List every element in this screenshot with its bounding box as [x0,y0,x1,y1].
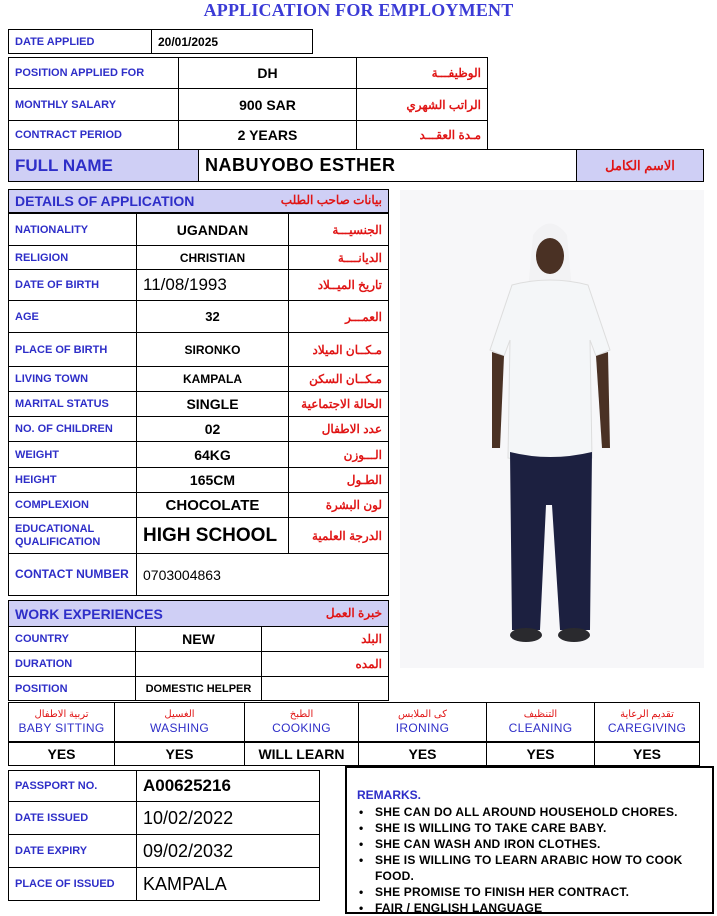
living-town-value: KAMPALA [137,367,289,392]
living-town-ar: مـكــان السكن [289,367,389,392]
dob-ar: تاريخ الميــلاد [289,270,389,301]
skill-babysitting-value: YES [9,743,115,766]
date-expiry-value: 09/02/2032 [137,835,320,868]
birth-place-label: PLACE OF BIRTH [9,333,137,367]
children-label: NO. OF CHILDREN [9,417,137,442]
contact-value: 0703004863 [137,554,389,596]
contract-label: CONTRACT PERIOD [9,121,179,150]
skill-babysitting [9,703,115,742]
skill-ironing-en: IRONING [395,721,450,735]
skills-table [8,702,700,742]
skill-caregiving-value: YES [595,743,700,766]
place-issued-value: KAMPALA [137,868,320,901]
full-name-label: FULL NAME [9,150,199,182]
date-expiry-label: DATE EXPIRY [9,835,137,868]
date-applied-table [8,29,313,54]
dob-label: DATE OF BIRTH [9,270,137,301]
skills-values-table [8,742,700,766]
nationality-value: UGANDAN [137,214,289,246]
marital-ar: الحالة الاجتماعية [289,392,389,417]
children-ar: عدد الاطفال [289,417,389,442]
skill-washing-ar: الغسيل [164,709,195,720]
date-issued-label: DATE ISSUED [9,802,137,835]
skill-ironing-ar: كى الملابس [398,709,447,720]
skill-cleaning-en: CLEANING [508,721,573,735]
contract-value: 2 YEARS [179,121,357,150]
skill-babysitting-ar: تربية الاطفال [34,709,89,720]
weight-value: 64KG [137,442,289,468]
skill-cooking-en: COOKING [272,721,331,735]
duration-ar: المده [262,652,389,677]
date-issued-value: 10/02/2022 [137,802,320,835]
details-header-label [9,190,389,213]
work-header-ar: خبرة العمل [325,605,382,620]
remark-item: • SHE PROMISE TO FINISH HER CONTRACT. [357,884,702,900]
skill-washing [115,703,245,742]
skill-ironing-value: YES [359,743,487,766]
duration-label: DURATION [9,652,136,677]
passport-no-label: PASSPORT NO. [9,771,137,802]
date-applied-value: 20/01/2025 [152,30,313,54]
applicant-photo [400,190,704,668]
skill-caregiving-en: CAREGIVING [607,721,687,735]
details-table [8,213,389,596]
skill-ironing [359,703,487,742]
skill-cooking [245,703,359,742]
work-position-value: DOMESTIC HELPER [135,677,262,701]
skill-cleaning-value: YES [487,743,595,766]
remarks-box [345,766,714,914]
work-header [9,601,389,627]
height-ar: الطـول [289,468,389,493]
contact-label: CONTACT NUMBER [9,554,137,596]
skill-cooking-ar: الطبخ [289,709,314,720]
marital-label: MARITAL STATUS [9,392,137,417]
position-ar: الوظيفـــة [357,58,488,89]
country-ar: البلد [262,627,389,652]
marital-value: SINGLE [137,392,289,417]
living-town-label: LIVING TOWN [9,367,137,392]
skill-babysitting-en: BABY SITTING [18,721,105,735]
salary-label: MONTHLY SALARY [9,89,179,121]
full-name-value: NABUYOBO ESTHER [199,150,577,182]
skill-cleaning-ar: التنظيف [523,709,558,720]
age-value: 32 [137,301,289,333]
salary-value: 900 SAR [179,89,357,121]
country-label: COUNTRY [9,627,136,652]
date-applied-label: DATE APPLIED [9,30,152,54]
work-table [8,600,389,701]
education-ar: الدرجة العلمية [289,518,389,554]
remarks-title: REMARKS. [357,788,422,802]
full-name-table [8,149,704,182]
religion-label: RELIGION [9,246,137,270]
dob-value: 11/08/1993 [137,270,289,301]
work-position-label: POSITION [9,677,136,701]
religion-value: CHRISTIAN [137,246,289,270]
skill-washing-en: WASHING [150,721,209,735]
education-value: HIGH SCHOOL [137,518,289,554]
skill-caregiving-ar: تقديم الرعاية [620,709,674,720]
details-header-ar: بيانات صاحب الطلب [280,193,382,207]
position-table [8,57,488,150]
nationality-ar: الجنسيـــة [289,214,389,246]
skill-caregiving [595,703,700,742]
contract-ar: مـدة العقـــد [357,121,488,150]
nationality-label: NATIONALITY [9,214,137,246]
remarks-list [357,804,702,916]
complexion-ar: لون البشرة [289,493,389,518]
age-ar: العمـــر [289,301,389,333]
height-label: HEIGHT [9,468,137,493]
details-header-text: DETAILS OF APPLICATION [15,193,195,209]
duration-value [135,652,262,677]
remark-item: • SHE CAN DO ALL AROUND HOUSEHOLD CHORES. [357,804,702,820]
age-label: AGE [9,301,137,333]
details-header [8,189,389,213]
skill-washing-value: YES [115,743,245,766]
skill-cleaning [487,703,595,742]
remark-item: • FAIR / ENGLISH LANGUAGE [357,900,702,916]
children-value: 02 [137,417,289,442]
weight-ar: الـــوزن [289,442,389,468]
weight-label: WEIGHT [9,442,137,468]
applicant-photo-figure [400,190,704,668]
birth-place-ar: مـكــان الميلاد [289,333,389,367]
remark-item: • SHE IS WILLING TO LEARN ARABIC HOW TO COOK FOOD. [357,852,702,884]
remark-item: • SHE CAN WASH AND IRON CLOTHES. [357,836,702,852]
position-value: DH [179,58,357,89]
complexion-label: COMPLEXION [9,493,137,518]
work-position-ar [262,677,389,701]
religion-ar: الديانــــة [289,246,389,270]
position-label: POSITION APPLIED FOR [9,58,179,89]
education-label: EDUCATIONAL QUALIFICATION [9,518,137,554]
complexion-value: CHOCOLATE [137,493,289,518]
passport-table [8,770,320,901]
page-title: APPLICATION FOR EMPLOYMENT [203,0,514,20]
work-header-text: WORK EXPERIENCES [15,605,163,622]
salary-ar: الراتب الشهري [357,89,488,121]
skill-cooking-value: WILL LEARN [245,743,359,766]
height-value: 165CM [137,468,289,493]
country-value: NEW [135,627,262,652]
remark-item: • SHE IS WILLING TO TAKE CARE BABY. [357,820,702,836]
birth-place-value: SIRONKO [137,333,289,367]
full-name-ar: الاسم الكامل [577,150,704,182]
place-issued-label: PLACE OF ISSUED [9,868,137,901]
passport-no-value: A00625216 [137,771,320,802]
